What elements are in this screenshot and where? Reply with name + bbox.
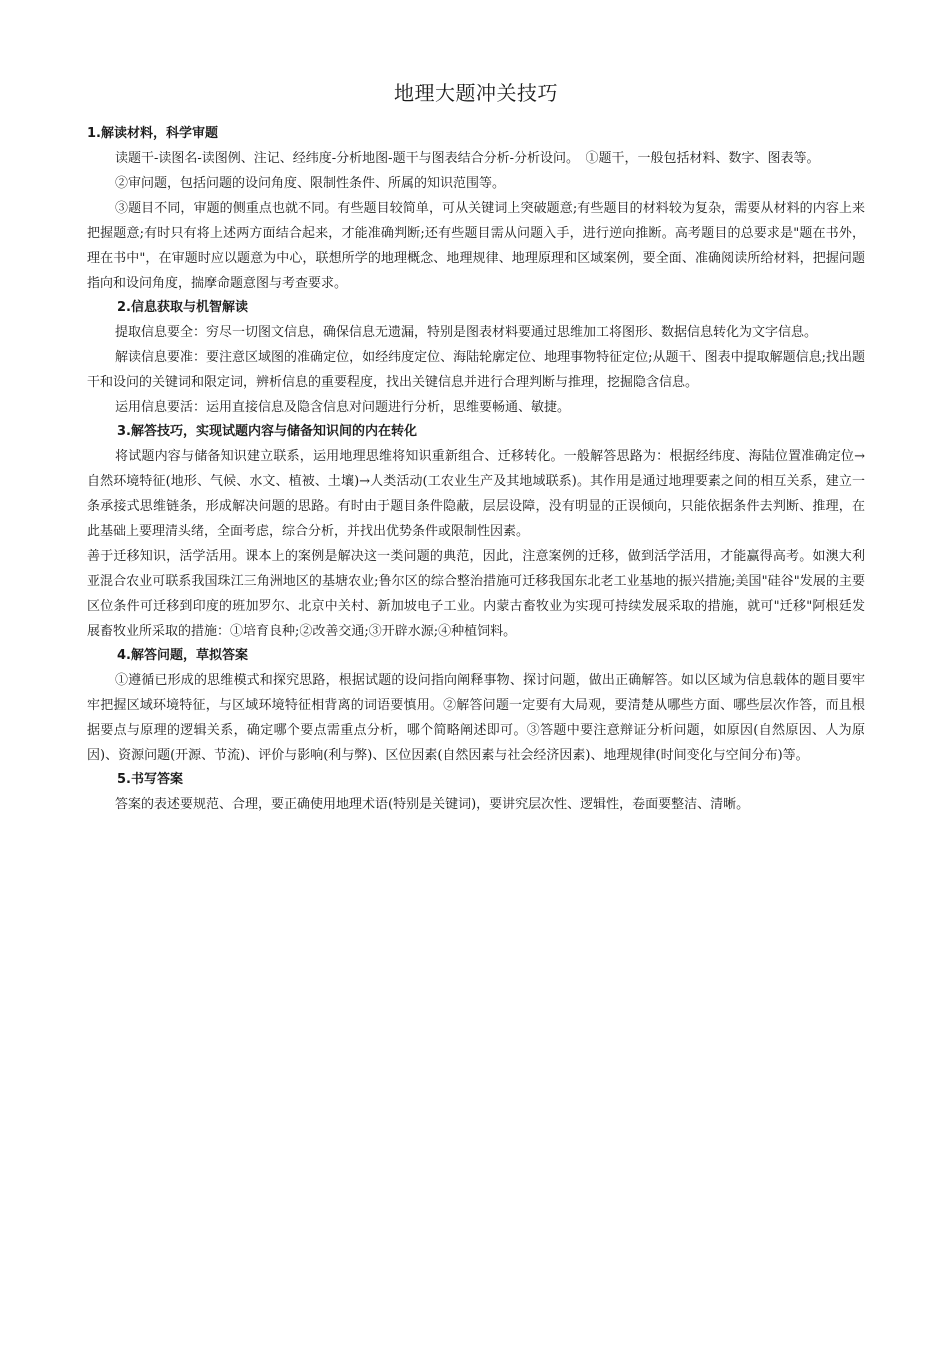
section-heading: 1.解读材料，科学审题 xyxy=(87,126,218,141)
paragraph: 读题干-读图名-读图例、注记、经纬度-分析地图-题干与图表结合分析-分析设问。 ①题干，一般包括材料、数字、图表等。 xyxy=(115,151,820,166)
paragraph: ①遵循已形成的思维模式和探究思路，根据试题的设问指向阐释事物、探讨问题，做出正确解答。如以区域为信息载体的题目要牢牢把握区域环境特征，与区域环境特征相背离的词语要慎用。②解答问题一定要有大局观，要清楚从哪些方面、哪些层次作答，而且根据要点与原理的逻辑关系，确定哪个要点需重点分析，哪个简略阐述即可。③答题中要注意辩证分析问题，如原因(自然原因、人为原因)、资源问题(开源、节流)、评价与影响(利与弊)、区位因素(自然因素与社会经济因素)、地理规律(时间变化与空间分布)等。 xyxy=(87,673,865,763)
paragraph: 解读信息要准：要注意区域图的准确定位，如经纬度定位、海陆轮廓定位、地理事物特征定位;从题干、图表中提取解题信息;找出题干和设问的关键词和限定词，辨析信息的重要程度，找出关键信息并进行合理判断与推理，挖掘隐含信息。 xyxy=(87,350,865,390)
section-3 xyxy=(87,420,865,644)
paragraph: 将试题内容与储备知识建立联系，运用地理思维将知识重新组合、迁移转化。一般解答思路为：根据经纬度、海陆位置准确定位→自然环境特征(地形、气候、水文、植被、土壤)→人类活动(工农业生产及其地域联系)。其作用是通过地理要素之间的相互关系，建立一条承接式思维链条，形成解决问题的思路。有时由于题目条件隐蔽，层层设障，没有明显的正误倾向，只能依据条件去判断、推理，在此基础上要理清头绪，全面考虑，综合分析，并找出优势条件或限制性因素。 xyxy=(87,449,865,539)
section-5 xyxy=(87,768,865,817)
document-title: 地理大题冲关技巧 xyxy=(394,81,558,105)
paragraph: ②审问题，包括问题的设问角度、限制性条件、所属的知识范围等。 xyxy=(115,176,506,191)
paragraph: 提取信息要全：穷尽一切图文信息，确保信息无遗漏，特别是图表材料要通过思维加工将图形、数据信息转化为文字信息。 xyxy=(115,325,818,340)
section-2 xyxy=(87,296,865,420)
section-heading: 3.解答技巧，实现试题内容与储备知识间的内在转化 xyxy=(117,424,417,439)
paragraph: 答案的表述要规范、合理，要正确使用地理术语(特别是关键词)，要讲究层次性、逻辑性，卷面要整洁、清晰。 xyxy=(115,797,750,812)
section-heading: 2.信息获取与机智解读 xyxy=(117,300,248,315)
paragraph: ③题目不同，审题的侧重点也就不同。有些题目较简单，可从关键词上突破题意;有些题目的材料较为复杂，需要从材料的内容上来把握题意;有时只有将上述两方面结合起来，才能准确判断;还有些题目需从问题入手，进行逆向推断。高考题目的总要求是"题在书外，理在书中"，在审题时应以题意为中心，联想所学的地理概念、地理规律、地理原理和区域案例，要全面、准确阅读所给材料，把握问题指向和设问角度，揣摩命题意图与考查要求。 xyxy=(87,201,865,291)
paragraph: 运用信息要活：运用直接信息及隐含信息对问题进行分析，思维要畅通、敏捷。 xyxy=(115,400,571,415)
paragraph: 善于迁移知识，活学活用。课本上的案例是解决这一类问题的典范，因此，注意案例的迁移，做到活学活用，才能赢得高考。如澳大利亚混合农业可联系我国珠江三角洲地区的基塘农业;鲁尔区的综合整治措施可迁移我国东北老工业基地的振兴措施;美国"硅谷"发展的主要区位条件可迁移到印度的班加罗尔、北京中关村、新加坡电子工业。内蒙古畜牧业为实现可持续发展采取的措施，就可"迁移"阿根廷发展畜牧业所采取的措施：①培育良种;②改善交通;③开辟水源;④种植饲料。 xyxy=(87,549,865,639)
section-heading: 4.解答问题，草拟答案 xyxy=(117,648,248,663)
section-1 xyxy=(87,122,865,296)
section-4 xyxy=(87,644,865,768)
section-heading: 5.书写答案 xyxy=(117,772,183,787)
document-page xyxy=(87,78,865,817)
